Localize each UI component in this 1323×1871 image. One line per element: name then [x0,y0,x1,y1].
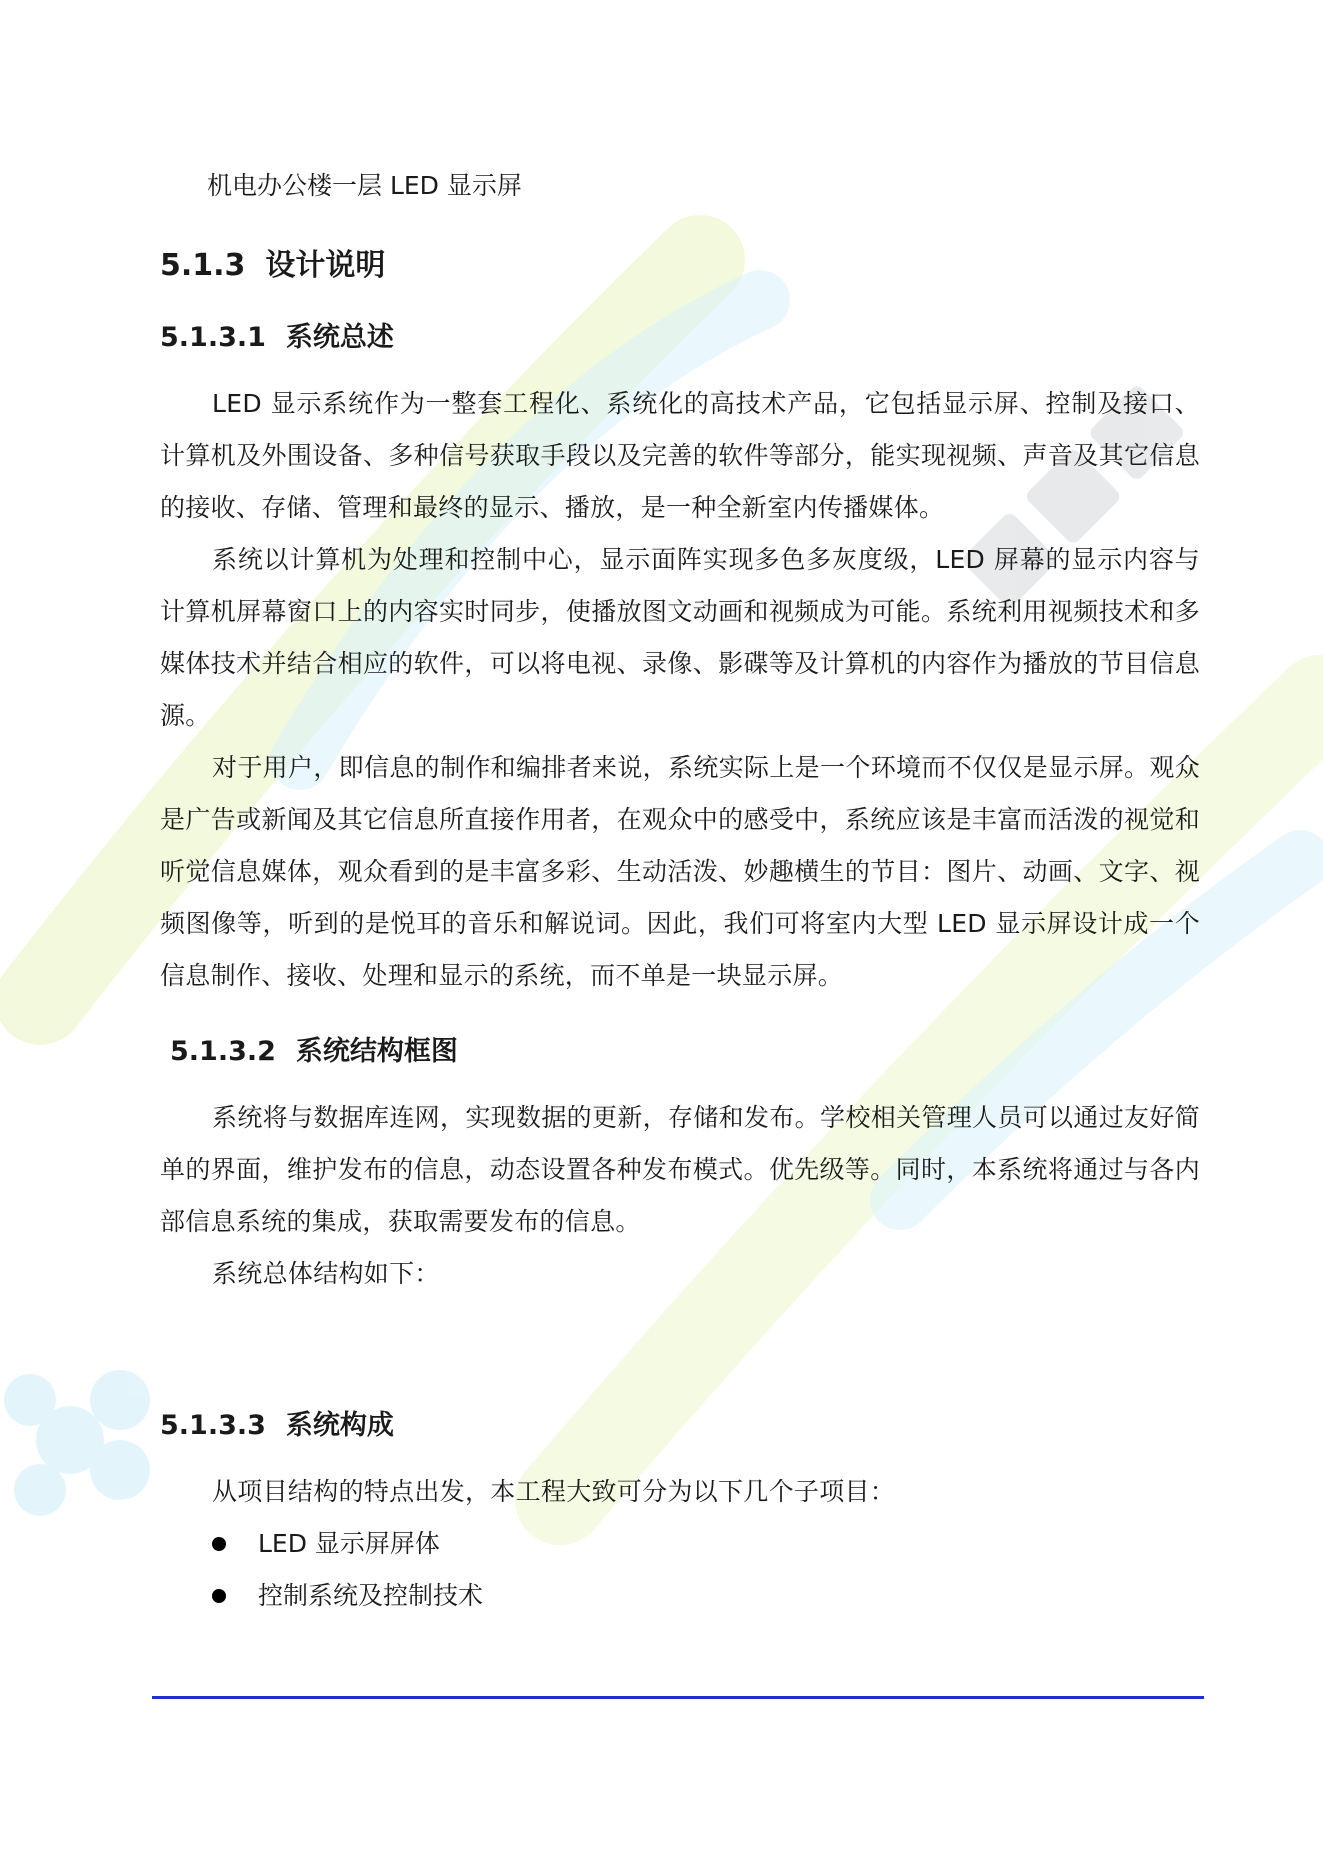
list-item-text: 控制系统及控制技术 [258,1581,484,1610]
paragraph: 从项目结构的特点出发，本工程大致可分为以下几个子项目： [212,1477,896,1506]
section-5-1-3-3-heading [160,1404,1200,1448]
section-number: 5.1.3.3 [160,1410,266,1441]
top-line-text: 机电办公楼一层 LED 显示屏 [207,171,522,200]
paragraph: 系统以计算机为处理和控制中心，显示面阵实现多色多灰度级，LED 屏幕的显示内容与计算机屏幕窗口上的内容实时同步，使播放图文动画和视频成为可能。系统利用视频技术和多媒体技术并结合相应的软件，可以将电视、录像、影碟等及计算机的内容作为播放的节目信息源。 [160,545,1200,730]
section-5-1-3-2-heading [160,1030,1200,1074]
list-item [160,1570,1200,1622]
section-title: 设计说明 [265,248,386,283]
paragraph: 系统将与数据库连网，实现数据的更新，存储和发布。学校相关管理人员可以通过友好简单的界面，维护发布的信息，动态设置各种发布模式。优先级等。同时，本系统将通过与各内部信息系统的集成，获取需要发布的信息。 [160,1103,1200,1236]
paragraph: LED 显示系统作为一整套工程化、系统化的高技术产品，它包括显示屏、控制及接口、计算机及外围设备、多种信号获取手段以及完善的软件等部分，能实现视频、声音及其它信息的接收、存储、管理和最终的显示、播放，是一种全新室内传播媒体。 [160,389,1200,522]
section-5-1-3-1-heading [160,316,1200,360]
page-content [160,160,1200,1622]
paragraph: 系统总体结构如下： [212,1259,440,1288]
list-item [160,1518,1200,1570]
section-title: 系统总述 [285,322,394,353]
flower-logo-icon [4,1370,150,1516]
list-item-text: LED 显示屏屏体 [258,1529,440,1558]
bullet-icon [212,1537,226,1551]
section-5-1-3-heading [160,244,1200,288]
paragraph: 对于用户，即信息的制作和编排者来说，系统实际上是一个环境而不仅仅是显示屏。观众是广告或新闻及其它信息所直接作用者，在观众中的感受中，系统应该是丰富而活泼的视觉和听觉信息媒体，观众看到的是丰富多彩、生动活泼、妙趣横生的节目：图片、动画、文字、视频图像等，听到的是悦耳的音乐和解说词。因此，我们可将室内大型 LED 显示屏设计成一个信息制作、接收、处理和显示的系统，而不单是一块显示屏。 [160,753,1200,990]
bullet-list [160,1518,1200,1622]
footer-divider [152,1696,1204,1699]
section-number: 5.1.3.1 [160,322,266,353]
section-title: 系统结构框图 [295,1036,458,1067]
bullet-icon [212,1589,226,1603]
section-number: 5.1.3 [160,248,246,283]
figure-placeholder-gap [160,1300,1200,1376]
section-title: 系统构成 [285,1410,394,1441]
section-number: 5.1.3.2 [170,1036,276,1067]
